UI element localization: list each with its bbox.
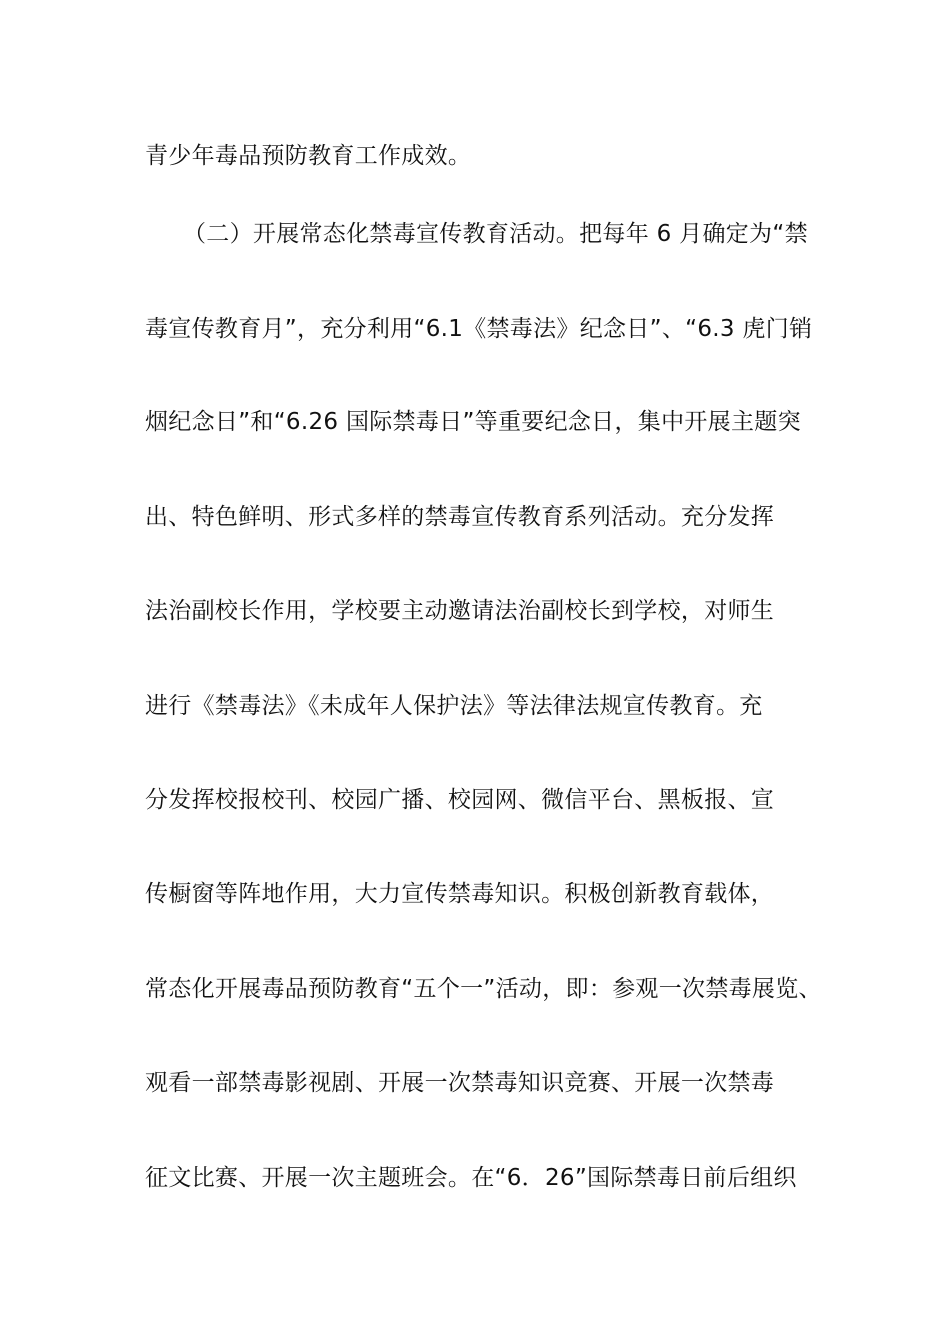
text-line: 毒宣传教育月”，充分利用“6.1《禁毒法》纪念日”、“6.3 虎门销 xyxy=(145,316,813,342)
text-line: 青少年毒品预防教育工作成效。 xyxy=(145,143,472,169)
text-line: 观看一部禁毒影视剧、开展一次禁毒知识竞赛、开展一次禁毒 xyxy=(145,1070,775,1096)
section-heading-line: （二）开展常态化禁毒宣传教育活动。把每年 6 月确定为“禁 xyxy=(183,221,808,247)
text-line: 常态化开展毒品预防教育“五个一”活动，即：参观一次禁毒展览、 xyxy=(145,976,822,1002)
text-line: 分发挥校报校刊、校园广播、校园网、微信平台、黑板报、宣 xyxy=(145,787,775,813)
text-line: 传橱窗等阵地作用，大力宣传禁毒知识。积极创新教育载体， xyxy=(145,881,775,907)
text-line: 法治副校长作用，学校要主动邀请法治副校长到学校，对师生 xyxy=(145,598,775,624)
text-line: 出、特色鲜明、形式多样的禁毒宣传教育系列活动。充分发挥 xyxy=(145,504,775,530)
text-line: 征文比赛、开展一次主题班会。在“6．26”国际禁毒日前后组织 xyxy=(145,1165,797,1191)
text-line: 进行《禁毒法》《未成年人保护法》等法律法规宣传教育。充 xyxy=(145,693,763,719)
text-line: 烟纪念日”和“6.26 国际禁毒日”等重要纪念日，集中开展主题突 xyxy=(145,409,801,435)
